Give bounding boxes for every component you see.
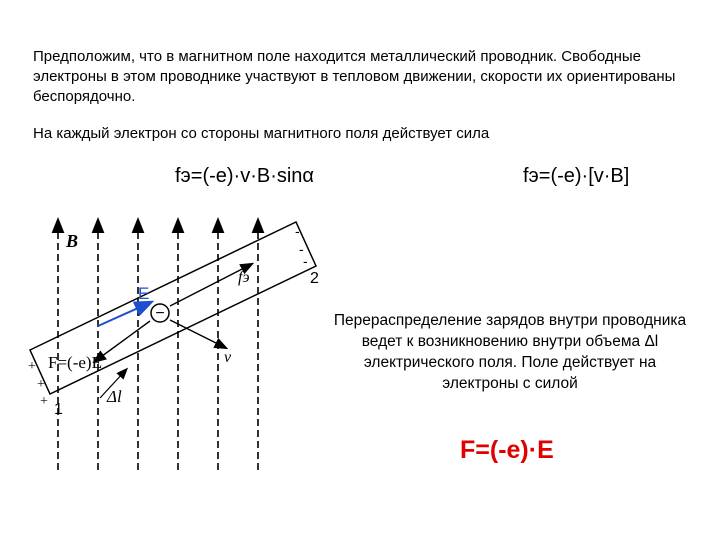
coulomb-force-arrow [98, 321, 150, 359]
redistribution-paragraph: Перераспределение зарядов внутри проводника ведет к возникновению внутри объема Δl электрического поля. Поле действует на электроны с силой [333, 312, 687, 392]
label-1: 1 [54, 401, 63, 418]
electric-field-arrow [98, 304, 147, 326]
magnetic-field-lines [58, 225, 258, 470]
plus-sign: + [40, 394, 48, 409]
label-F: F=(-e)E [48, 353, 102, 372]
label-2: 2 [310, 270, 319, 287]
plus-sign: + [28, 359, 36, 374]
minus-sign: - [295, 223, 300, 239]
electron [151, 304, 169, 322]
electric-force-formula: F=(-е)·Е [460, 436, 554, 464]
minus-sign: - [299, 241, 304, 257]
label-delta-l: Δl [107, 387, 122, 406]
plus-sign: + [37, 377, 45, 392]
intro-paragraph: Предположим, что в магнитном поле находится металлический проводник. Свободные электроны в этом проводнике участвуют в тепловом движении, скорости их ориентированы беспорядочно. [33, 48, 676, 105]
label-fe: fэ [238, 269, 250, 286]
label-v: v [224, 349, 232, 366]
svg-text:−: − [155, 305, 165, 322]
formula-vector: fэ=(-е)·[v·B] [523, 165, 630, 187]
formula-scalar: fэ=(-е)·v·B·sinα [175, 165, 314, 187]
label-B: B [66, 231, 79, 251]
force-intro-paragraph: На каждый электрон со стороны магнитного поля действует сила [33, 125, 490, 142]
minus-sign: - [303, 253, 308, 269]
label-E: E [138, 284, 150, 303]
lorentz-force-arrow [170, 266, 248, 306]
